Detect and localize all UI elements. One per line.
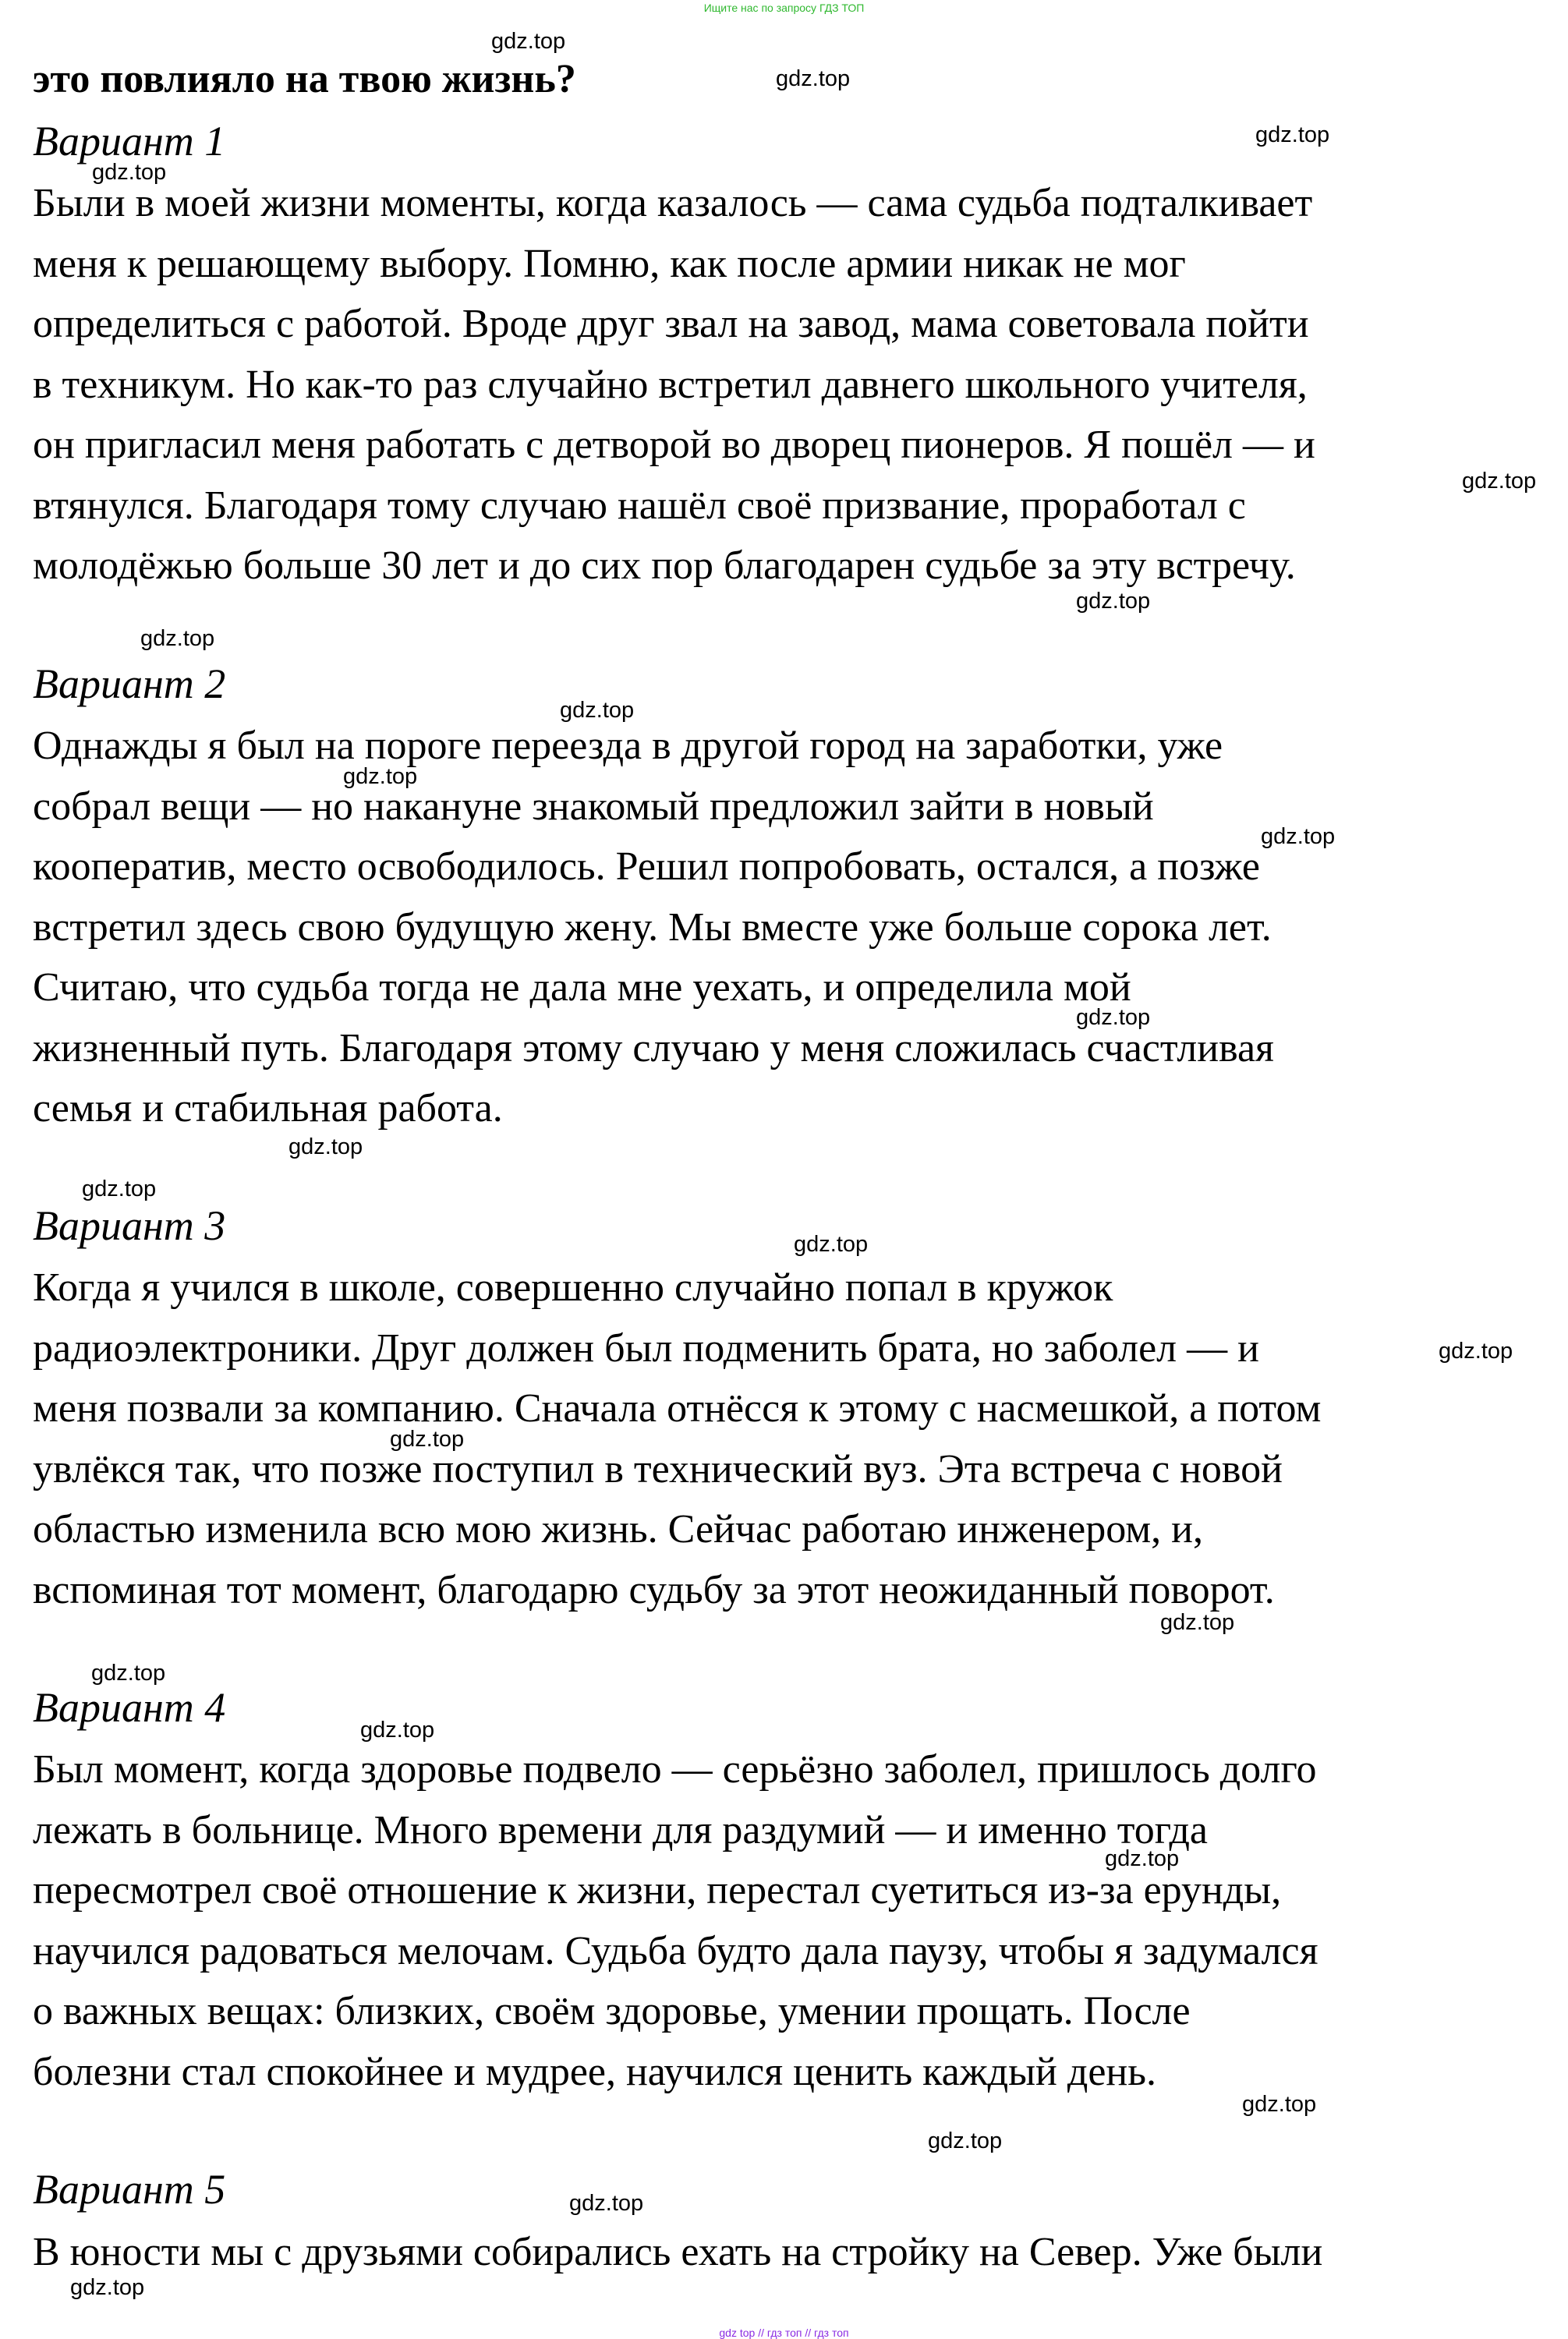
variant-2-line-1: Однажды я был на пороге переезда в другой город на заработки, уже [33, 724, 1223, 768]
bottom-footer[interactable]: gdz top // гдз топ // гдз топ [719, 2327, 849, 2339]
variant-2-line-3: кооператив, место освободилось. Решил попробовать, остался, а позже [33, 844, 1260, 889]
variant-4-text [33, 1739, 1530, 2102]
variant-5-line-1: В юности мы с друзьями собирались ехать на стройку на Север. Уже были [33, 2230, 1323, 2274]
variant-1-line-7: молодёжью больше 30 лет и до сих пор благодарен судьбе за эту встречу. [33, 543, 1296, 588]
watermark: gdz.top [70, 2275, 145, 2300]
variant-3-line-5: областью изменила всю мою жизнь. Сейчас работаю инженером, и, [33, 1507, 1203, 1552]
variant-1-line-4: в техникум. Но как-то раз случайно встретил давнего школьного учителя, [33, 362, 1308, 407]
variant-3-title: Вариант 3 [33, 1202, 226, 1249]
watermark: gdz.top [794, 1232, 869, 1257]
watermark: gdz.top [1076, 589, 1151, 614]
variant-3-line-4: увлёкся так, что позже поступил в технический вуз. Эта встреча с новой [33, 1446, 1283, 1492]
watermark: gdz.top [1160, 1610, 1235, 1635]
question-heading: это повлияло на твою жизнь? [33, 57, 576, 101]
variant-2-line-7: семья и стабильная работа. [33, 1086, 503, 1131]
variant-2-line-2: собрал вещи — но накануне знакомый предложил зайти в новый [33, 784, 1154, 829]
watermark: gdz.top [569, 2191, 644, 2216]
variant-3-line-6: вспоминая тот момент, благодарю судьбу за этот неожиданный поворот. [33, 1567, 1275, 1612]
variant-3-line-1: Когда я учился в школе, совершенно случайно попал в кружок [33, 1265, 1113, 1310]
variant-2-title: Вариант 2 [33, 660, 226, 707]
variant-1-line-2: меня к решающему выбору. Помню, как после армии никак не мог [33, 241, 1186, 286]
watermark: gdz.top [491, 29, 566, 54]
watermark: gdz.top [1242, 2092, 1317, 2117]
watermark: gdz.top [1462, 469, 1537, 494]
variant-2-line-6: жизненный путь. Благодаря этому случаю у меня сложилась счастливая [33, 1025, 1274, 1070]
watermark: gdz.top [1255, 122, 1330, 147]
variant-4-title: Вариант 4 [33, 1684, 226, 1731]
variant-1-title: Вариант 1 [33, 118, 226, 165]
watermark: gdz.top [360, 1718, 435, 1743]
variant-2-text [33, 716, 1530, 1139]
variant-4-line-3: пересмотрел своё отношение к жизни, перестал суетиться из-за ерунды, [33, 1868, 1282, 1913]
variant-1-line-3: определиться с работой. Вроде друг звал на завод, мама советовала пойти [33, 302, 1309, 346]
watermark: gdz.top [343, 764, 418, 789]
variant-4-line-6: болезни стал спокойнее и мудрее, научился ценить каждый день. [33, 2049, 1156, 2094]
variant-1-line-5: он пригласил меня работать с детворой во дворец пионеров. Я пошёл — и [33, 423, 1315, 467]
watermark: gdz.top [928, 2128, 1003, 2153]
watermark: gdz.top [288, 1134, 363, 1159]
top-banner[interactable]: Ищите нас по запросу ГДЗ ТОП [703, 2, 865, 14]
watermark: gdz.top [560, 698, 635, 723]
watermark: gdz.top [91, 1661, 166, 1686]
watermark: gdz.top [390, 1427, 465, 1452]
watermark: gdz.top [1261, 824, 1336, 849]
variant-5-text [33, 2222, 1530, 2283]
variant-4-line-1: Был момент, когда здоровье подвело — серьёзно заболел, пришлось долго [33, 1747, 1317, 1792]
watermark: gdz.top [1105, 1846, 1180, 1871]
watermark: gdz.top [1439, 1339, 1513, 1364]
variant-3-line-3: меня позвали за компанию. Сначала отнёсся к этому с насмешкой, а потом [33, 1386, 1322, 1431]
watermark: gdz.top [82, 1177, 157, 1201]
variant-4-line-5: о важных вещах: близких, своём здоровье, умении прощать. После [33, 1989, 1191, 2033]
variant-4-line-4: научился радоваться мелочам. Судьба будто дала паузу, чтобы я задумался [33, 1928, 1318, 1973]
variant-5-title: Вариант 5 [33, 2166, 226, 2213]
variant-1-line-1: Были в моей жизни моменты, когда казалось — сама судьба подталкивает [33, 181, 1313, 225]
watermark: gdz.top [1076, 1005, 1151, 1030]
watermark: gdz.top [140, 626, 215, 651]
variant-4-line-2: лежать в больнице. Много времени для раздумий — и именно тогда [33, 1807, 1209, 1852]
variant-1-text [33, 173, 1530, 596]
watermark: gdz.top [92, 160, 167, 185]
variant-1-line-6: втянулся. Благодаря тому случаю нашёл своё призвание, проработал с [33, 483, 1246, 528]
variant-3-text [33, 1258, 1530, 1620]
variant-3-line-2: радиоэлектроники. Друг должен был подменить брата, но заболел — и [33, 1325, 1259, 1371]
watermark: gdz.top [776, 66, 851, 91]
variant-2-line-5: Считаю, что судьба тогда не дала мне уехать, и определила мой [33, 965, 1131, 1010]
variant-2-line-4: встретил здесь свою будущую жену. Мы вместе уже больше сорока лет. [33, 904, 1272, 950]
